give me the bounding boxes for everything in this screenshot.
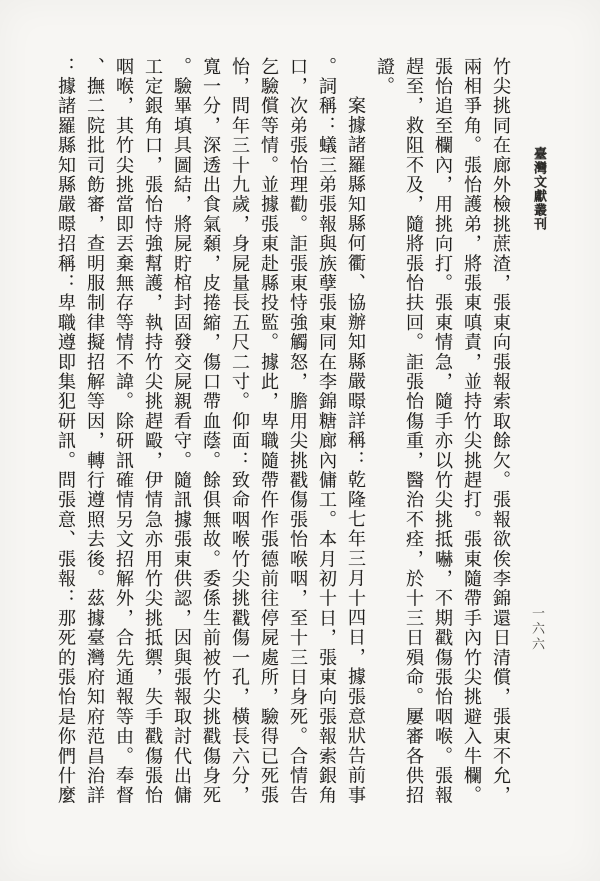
text-column: 咽喉，其竹尖挑當即丟棄無存等情不諱。除研訊確情另文招解外，合先通報等由。奉督 bbox=[113, 57, 134, 806]
text-column: 兩相爭角。張怡護弟，將張東嗔責，並持竹尖挑趕打。張東隨帶手內竹尖挑避入牛欄。 bbox=[461, 57, 482, 806]
text-column: 怡，問年三十九歲，身屍量長五尺二寸。仰面：致命咽喉竹尖挑戳傷一孔，橫長六分， bbox=[229, 57, 250, 806]
text-column: 竹尖挑同在廊外檢挑蔗渣，張東向張報索取餘欠。張報欲俟李錦還日清償，張東不允， bbox=[490, 57, 511, 806]
text-column: 口，次弟張怡理勸。詎張東恃強觸怒，膽用尖挑戳傷張怡喉咽，至十三日身死。合情告 bbox=[287, 57, 308, 806]
text-column: 乞驗償等情。並據張東赴縣投監。據此，卑職隨帶仵作張德前往停屍處所，驗得已死張 bbox=[258, 57, 279, 806]
text-column: 、撫二院批司飭審，查明服制律擬招解等因，轉行遵照去後。茲據臺灣府知府范昌治詳 bbox=[84, 57, 105, 806]
text-column: 。詞稱：蟻三弟張報與族孽張東同在李錦糖廊內傭工。本月初十日，張東向張報索銀角 bbox=[316, 57, 337, 806]
text-column: 工定銀角口，張怡恃強幫護，執持竹尖挑趕毆，伊情急亦用竹尖挑抵禦，失手戳傷張怡 bbox=[142, 57, 163, 806]
body-text-columns bbox=[51, 57, 515, 809]
text-column: ：據諸羅縣知縣嚴暻招稱：卑職遵即集犯研訊。問張意、張報：那死的張怡是你們什麼 bbox=[55, 57, 76, 806]
text-column: 張怡追至欄內，用挑向打。張東情急，隨手亦以竹尖挑抵嚇，不期戳傷張怡咽喉。張報 bbox=[432, 57, 453, 806]
series-title-header: 臺灣文獻叢刊 bbox=[531, 147, 546, 231]
page-number: 一六六 bbox=[529, 606, 544, 653]
text-column: 趕至，救阻不及，隨將張怡扶回。詎張怡傷重，醫治不痊，於十三日殞命。屢審各供招 bbox=[403, 57, 424, 806]
text-column: 證。 bbox=[374, 57, 395, 97]
text-column: 寬一分，深透出食氣顙，皮捲縮，傷口帶血蔭。餘俱無故。委係生前被竹尖挑戳傷身死 bbox=[200, 57, 221, 806]
text-column: 。驗畢填具圖結，將屍貯棺封固發交屍親看守。隨訊據張東供認，因與張報取討代出傭 bbox=[171, 57, 192, 806]
text-column: 案據諸羅縣知縣何衢、協辦知縣嚴暻詳稱：乾隆七年三月十四日，據張意狀告前事 bbox=[345, 96, 366, 806]
